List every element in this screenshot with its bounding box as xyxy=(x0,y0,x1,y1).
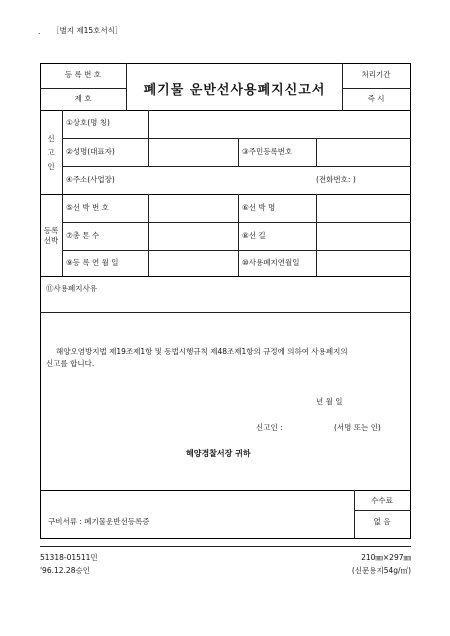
reg-no-field: 제 호 xyxy=(74,94,92,103)
discontinue-date-field[interactable] xyxy=(317,251,410,276)
reporter-signature-label: 신고인 : xyxy=(256,423,283,432)
reporter-section-label: 신 고 인 xyxy=(47,134,55,171)
section-label-divider xyxy=(62,110,63,276)
length-label: ⑧선 길 xyxy=(242,231,266,240)
reg-date-label: ⑨등 록 연 월 일 xyxy=(66,258,119,267)
outer-top-border xyxy=(40,63,411,64)
statement-line-1: 해양오염방지법 제19조제1항 및 동법시행규칙 제48조제1항의 규정에 의하여 사용폐지의 xyxy=(56,347,348,356)
processing-period-label: 처리기간 xyxy=(361,70,391,79)
paper-size: 210㎜×297㎜ xyxy=(361,553,411,562)
ship-name-field[interactable] xyxy=(317,195,410,222)
outer-right-border xyxy=(410,63,411,539)
vessel-vline-2 xyxy=(238,194,239,276)
reporter-signature-field[interactable] xyxy=(288,419,332,435)
approval-date: '96.12.28승인 xyxy=(40,566,90,575)
resident-no-label: ③주민등록번호 xyxy=(242,147,293,156)
fee-divider xyxy=(354,510,411,511)
reason-label: ⑪사용폐지사유 xyxy=(46,284,97,293)
phone-label: (전화번호: ) xyxy=(316,175,356,184)
processing-period-value: 즉 시 xyxy=(367,94,385,103)
resident-no-field[interactable] xyxy=(317,139,410,166)
footer-divider xyxy=(40,546,411,547)
form-reference: ［별지 제15호서식］ xyxy=(52,26,123,35)
length-field[interactable] xyxy=(317,223,410,250)
form-code: 51318-01511민 xyxy=(40,553,98,562)
reg-no-label: 등 록 번 호 xyxy=(64,70,102,79)
tonnage-field[interactable] xyxy=(149,223,238,250)
name-field[interactable] xyxy=(149,139,238,166)
trade-name-field[interactable] xyxy=(149,111,410,138)
date-line: 년 월 일 xyxy=(316,397,343,406)
ship-no-label: ⑤선 박 번 호 xyxy=(66,203,109,212)
required-documents: 구비서류 : 폐기물운반선등록증 xyxy=(48,517,150,526)
vessel-section-label: 등록 선박 xyxy=(43,226,59,245)
statement-line-2: 신고를 합니다. xyxy=(46,359,95,368)
header-divider-right xyxy=(342,88,411,89)
top-mark: . xyxy=(38,27,41,36)
vessel-bottom-border xyxy=(40,276,411,277)
reg-date-field[interactable] xyxy=(149,251,238,276)
reason-field[interactable] xyxy=(110,278,410,311)
paper-type: (신문용지54g/㎡) xyxy=(351,566,411,575)
fee-value: 없 음 xyxy=(373,517,391,526)
fee-label: 수수료 xyxy=(371,496,393,505)
header-divider-left xyxy=(40,88,127,89)
discontinue-date-label: ⑩사용폐지연월일 xyxy=(242,258,300,267)
addressee: 해양경찰서장 귀하 xyxy=(186,449,251,458)
trade-name-label: ①상호(명 칭) xyxy=(66,118,110,127)
reporter-vline-2 xyxy=(238,138,239,166)
reason-bottom-border xyxy=(40,312,411,313)
address-field[interactable] xyxy=(149,167,309,194)
ship-name-label: ⑥선 박 명 xyxy=(242,203,276,212)
attachments-top-border xyxy=(40,490,411,491)
outer-bottom-border xyxy=(40,538,411,539)
ship-no-field[interactable] xyxy=(149,195,238,222)
signature-hint: (서명 또는 인) xyxy=(334,423,381,432)
form-title: 폐기물 운반선사용폐지신고서 xyxy=(143,83,326,98)
name-label: ②성명(대표자) xyxy=(66,147,115,156)
address-label: ④주소(사업장) xyxy=(66,175,115,184)
tonnage-label: ⑦총 톤 수 xyxy=(66,231,100,240)
